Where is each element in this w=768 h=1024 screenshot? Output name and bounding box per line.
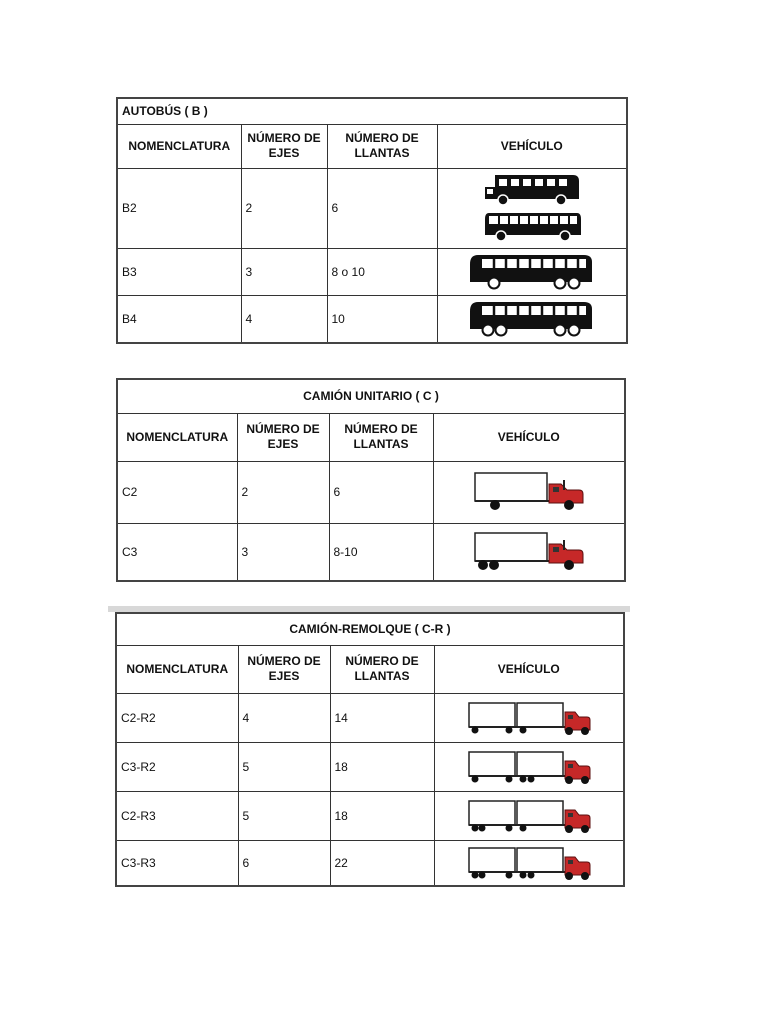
ejes-cell: 2 [237, 461, 329, 523]
nomenclatura-cell: B4 [117, 295, 241, 343]
ejes-cell: 2 [241, 168, 327, 248]
autobus-table [116, 97, 628, 344]
truck-trailer-icon [434, 840, 624, 886]
col-header-ejes: NÚMERO DE EJES [238, 645, 330, 693]
nomenclatura-cell: C3 [117, 523, 237, 581]
truck-trailer-icon [434, 693, 624, 742]
col-header-llantas: NÚMERO DE LLANTAS [329, 413, 433, 461]
ejes-cell: 4 [238, 693, 330, 742]
camion-remolque-table [115, 612, 625, 887]
box-truck-icon [433, 461, 625, 523]
llantas-cell: 8-10 [329, 523, 433, 581]
col-header-vehiculo: VEHÍCULO [437, 124, 627, 168]
llantas-cell: 10 [327, 295, 437, 343]
llantas-cell: 18 [330, 742, 434, 791]
table-row [116, 693, 624, 742]
truck-trailer-icon [434, 742, 624, 791]
table-row [116, 791, 624, 840]
llantas-cell: 6 [327, 168, 437, 248]
school-bus-icon [437, 168, 627, 248]
ejes-cell: 4 [241, 295, 327, 343]
nomenclatura-cell: C3-R2 [116, 742, 238, 791]
llantas-cell: 18 [330, 791, 434, 840]
nomenclatura-cell: B2 [117, 168, 241, 248]
table-row [117, 248, 627, 295]
col-header-llantas: NÚMERO DE LLANTAS [327, 124, 437, 168]
col-header-ejes: NÚMERO DE EJES [237, 413, 329, 461]
table-title: AUTOBÚS ( B ) [117, 98, 627, 124]
table-row [116, 840, 624, 886]
ejes-cell: 3 [241, 248, 327, 295]
table-title: CAMIÓN-REMOLQUE ( C-R ) [116, 613, 624, 645]
truck-trailer-icon [434, 791, 624, 840]
nomenclatura-cell: C3-R3 [116, 840, 238, 886]
llantas-cell: 14 [330, 693, 434, 742]
col-header-vehiculo: VEHÍCULO [433, 413, 625, 461]
col-header-nomenclatura: NOMENCLATURA [117, 413, 237, 461]
table-row [117, 168, 627, 248]
llantas-cell: 8 o 10 [327, 248, 437, 295]
col-header-nomenclatura: NOMENCLATURA [116, 645, 238, 693]
bus-4-axle-icon [437, 295, 627, 343]
llantas-cell: 22 [330, 840, 434, 886]
table-row [116, 742, 624, 791]
nomenclatura-cell: B3 [117, 248, 241, 295]
box-truck-3-axle-icon [433, 523, 625, 581]
ejes-cell: 6 [238, 840, 330, 886]
camion-unitario-table [116, 378, 626, 582]
col-header-vehiculo: VEHÍCULO [434, 645, 624, 693]
table-row [117, 295, 627, 343]
ejes-cell: 5 [238, 791, 330, 840]
col-header-nomenclatura: NOMENCLATURA [117, 124, 241, 168]
col-header-ejes: NÚMERO DE EJES [241, 124, 327, 168]
col-header-llantas: NÚMERO DE LLANTAS [330, 645, 434, 693]
table-row [117, 461, 625, 523]
bus-3-axle-icon [437, 248, 627, 295]
llantas-cell: 6 [329, 461, 433, 523]
ejes-cell: 3 [237, 523, 329, 581]
table-row [117, 523, 625, 581]
nomenclatura-cell: C2-R2 [116, 693, 238, 742]
nomenclatura-cell: C2-R3 [116, 791, 238, 840]
ejes-cell: 5 [238, 742, 330, 791]
table-title: CAMIÓN UNITARIO ( C ) [117, 379, 625, 413]
nomenclatura-cell: C2 [117, 461, 237, 523]
